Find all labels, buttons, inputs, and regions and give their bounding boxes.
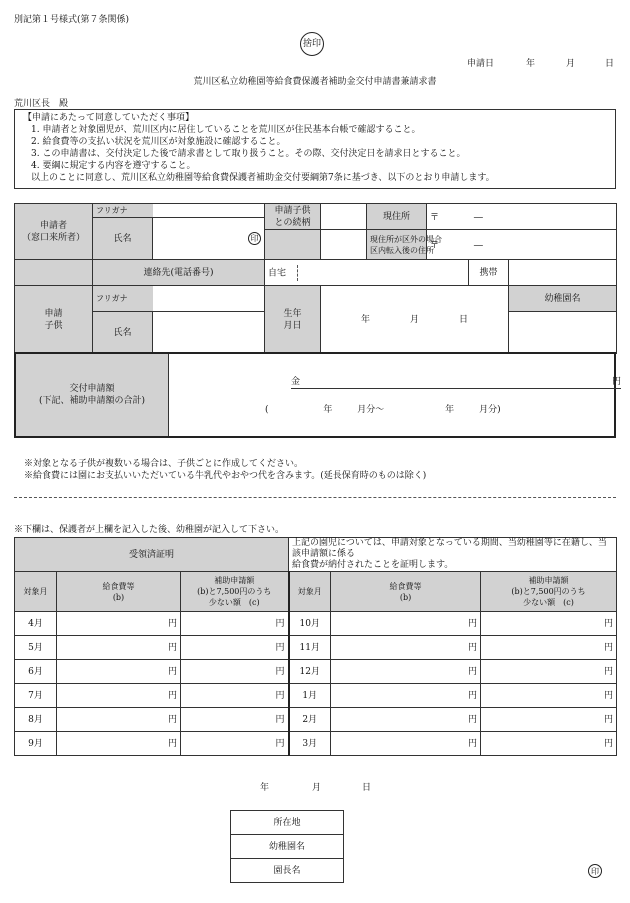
consent-item: 3. この申請書は、交付決定した後で請求書として取り扱うこと。その際、交付決定日を請求日とすること。: [31, 149, 466, 159]
month-left-cell: 9月: [15, 732, 57, 756]
address-label: 現住所: [367, 204, 427, 230]
consent-box: [14, 109, 616, 189]
consent-item: 1. 申請者と対象園児が、荒川区内に居住していることを荒川区が住民基本台帳で確認すること。: [31, 125, 421, 135]
relation-field[interactable]: [321, 204, 367, 230]
cert-date-month: 月: [312, 783, 322, 793]
addressee: 荒川区長 殿: [14, 99, 69, 109]
note: ※対象となる子供が複数いる場合は、子供ごとに作成してください。: [24, 459, 304, 469]
fee-left-cell[interactable]: 円: [57, 636, 181, 660]
month-left-cell: 4月: [15, 612, 57, 636]
month-row: [15, 732, 617, 756]
home-phone-field[interactable]: [265, 260, 469, 286]
month-left-cell: 6月: [15, 660, 57, 684]
aid-left-cell[interactable]: 円: [181, 612, 289, 636]
fee-right-cell[interactable]: 円: [331, 708, 481, 732]
col-aid-left: 補助申請額 (b)と7,500円のうち 少ない額 (c): [181, 572, 289, 612]
month-row: [15, 684, 617, 708]
aid-left-cell[interactable]: 円: [181, 660, 289, 684]
month-right-cell: 1月: [289, 684, 331, 708]
amount-period: ( 年 月分～ 年 月分): [265, 405, 501, 415]
applicant-name-label: 氏名: [93, 218, 153, 260]
alt-address-label: 現住所が区外の場合 区内転入後の住所: [367, 230, 427, 260]
contact-label: 連絡先(電話番号): [93, 260, 265, 286]
kindergarten-field[interactable]: [509, 312, 617, 354]
aid-right-cell[interactable]: 円: [481, 708, 617, 732]
application-date-month: 月: [566, 59, 576, 69]
postal-dash: ―: [473, 241, 483, 251]
month-left-cell: 5月: [15, 636, 57, 660]
application-date-year: 年: [526, 59, 536, 69]
postal-mark: 〒: [430, 213, 440, 223]
month-right-cell: 3月: [289, 732, 331, 756]
fee-left-cell[interactable]: 円: [57, 684, 181, 708]
amount-field[interactable]: [169, 354, 621, 436]
application-date-label: 申請日: [467, 59, 495, 69]
fee-right-cell[interactable]: 円: [331, 612, 481, 636]
receipt-table: [14, 537, 617, 756]
child-name-label: 氏名: [93, 312, 153, 354]
aid-right-cell[interactable]: 円: [481, 684, 617, 708]
sign-kindergarten[interactable]: 幼稚園名: [231, 835, 344, 859]
applicant-seal: 印: [248, 232, 261, 245]
receipt-cert-label: 受領済証明: [15, 538, 289, 572]
month-left-cell: 8月: [15, 708, 57, 732]
aid-left-cell[interactable]: 円: [181, 708, 289, 732]
child-furigana-label: フリガナ: [93, 286, 153, 312]
amount-label: 交付申請額 (下記、補助申請額の合計): [16, 354, 169, 436]
fee-right-cell[interactable]: 円: [331, 660, 481, 684]
aid-right-cell[interactable]: 円: [481, 732, 617, 756]
month-row: [15, 660, 617, 684]
kindergarten-label: 幼稚園名: [509, 286, 617, 312]
aid-left-cell[interactable]: 円: [181, 684, 289, 708]
col-fee-left: 給食費等 (b): [57, 572, 181, 612]
col-fee-right: 給食費等 (b): [331, 572, 481, 612]
alt-address-field[interactable]: [427, 230, 617, 260]
form-title: 荒川区私立幼稚園等給食費保護者補助金交付申請書兼請求書: [193, 77, 437, 87]
month-right-cell: 12月: [289, 660, 331, 684]
aid-right-cell[interactable]: 円: [481, 660, 617, 684]
aid-right-cell[interactable]: 円: [481, 636, 617, 660]
fee-right-cell[interactable]: 円: [331, 684, 481, 708]
fee-left-cell[interactable]: 円: [57, 660, 181, 684]
consent-item: 4. 要綱に規定する内容を遵守すること。: [31, 161, 196, 171]
child-name-field[interactable]: [153, 312, 265, 354]
kindergarten-sign-table: [230, 810, 344, 883]
aid-right-cell[interactable]: 円: [481, 612, 617, 636]
furigana-label: フリガナ: [93, 204, 153, 218]
lower-instruction: ※下欄は、保護者が上欄を記入した後、幼稚園が記入して下さい。: [14, 525, 285, 535]
child-label: 申請 子供: [15, 286, 93, 354]
director-seal: 印: [588, 864, 602, 878]
amount-box: [14, 352, 621, 438]
receipt-cert-text: 上記の園児については、申請対象となっている期間、当幼稚園等に在籍し、当該申請額に係る 給食費が納付されたことを証明します。: [289, 538, 617, 572]
consent-heading: 【申請にあたって同意していただく事項】: [23, 113, 195, 123]
application-date-day: 日: [605, 59, 615, 69]
fee-right-cell[interactable]: 円: [331, 732, 481, 756]
fee-left-cell[interactable]: 円: [57, 732, 181, 756]
address-field[interactable]: [427, 204, 617, 230]
birth-date-field[interactable]: 年 月 日: [321, 286, 509, 354]
cert-date-year: 年: [260, 783, 270, 793]
stamp-waived-seal: 捨印: [300, 32, 324, 56]
fee-left-cell[interactable]: 円: [57, 612, 181, 636]
note: ※給食費には園にお支払いいただいている牛乳代やおやつ代を含みます。(延長保育時のものは除く): [24, 471, 427, 481]
month-right-cell: 2月: [289, 708, 331, 732]
consent-item: 2. 給食費等の支払い状況を荒川区が対象施設に確認すること。: [31, 137, 286, 147]
postal-mark: 〒: [430, 241, 440, 251]
month-row: [15, 612, 617, 636]
sign-director[interactable]: 園長名: [231, 859, 344, 883]
applicant-furigana-field[interactable]: [153, 204, 265, 218]
mobile-field[interactable]: [509, 260, 617, 286]
applicant-table: [14, 203, 617, 354]
month-right-cell: 11月: [289, 636, 331, 660]
consent-closing: 以上のことに同意し、荒川区私立幼稚園等給食費保護者補助金交付要綱第7条に基づき、以下のとおり申請します。: [31, 173, 495, 183]
applicant-name-field[interactable]: [153, 218, 265, 260]
month-row: [15, 636, 617, 660]
fee-right-cell[interactable]: 円: [331, 636, 481, 660]
child-furigana-field[interactable]: [153, 286, 265, 312]
col-aid-right: 補助申請額 (b)と7,500円のうち 少ない額 (c): [481, 572, 617, 612]
mobile-label: 携帯: [469, 260, 509, 286]
applicant-label: 申請者 （窓口来所者）: [15, 204, 93, 260]
month-row: [15, 708, 617, 732]
home-phone-label: 自宅: [268, 268, 287, 278]
aid-left-cell[interactable]: 円: [181, 636, 289, 660]
birth-label: 生年 月日: [265, 286, 321, 354]
cert-date-day: 日: [362, 783, 372, 793]
fee-left-cell[interactable]: 円: [57, 708, 181, 732]
aid-left-cell[interactable]: 円: [181, 732, 289, 756]
month-left-cell: 7月: [15, 684, 57, 708]
col-month-left: 対象月: [15, 572, 57, 612]
col-month-right: 対象月: [289, 572, 331, 612]
postal-dash: ―: [473, 213, 483, 223]
relation-label: 申請子供 との続柄: [265, 204, 321, 230]
month-right-cell: 10月: [289, 612, 331, 636]
amount-line: 金 円: [291, 377, 621, 387]
form-number: 別記第１号様式(第７条関係): [14, 15, 130, 25]
cut-line: [14, 497, 616, 498]
sign-address[interactable]: 所在地: [231, 811, 344, 835]
